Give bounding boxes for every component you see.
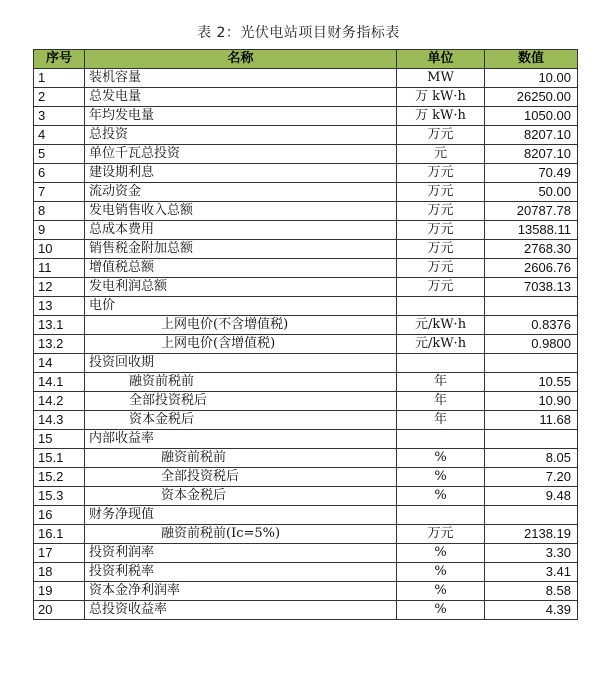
row-name-cell: 财务净现值	[85, 506, 397, 525]
header-unit: 单位	[397, 50, 485, 69]
row-name-cell: 增值税总额	[85, 259, 397, 278]
row-value-cell: 0.9800	[485, 335, 578, 354]
row-name-cell: 电价	[85, 297, 397, 316]
row-seq-cell: 9	[34, 221, 85, 240]
table-row	[34, 278, 578, 297]
table-row	[34, 297, 578, 316]
row-seq-cell: 20	[34, 601, 85, 620]
row-unit-cell: 万元	[397, 164, 485, 183]
row-name-cell: 资本金税后	[85, 487, 397, 506]
row-seq-cell: 17	[34, 544, 85, 563]
row-value-cell: 7038.13	[485, 278, 578, 297]
row-value-cell: 10.90	[485, 392, 578, 411]
row-seq-cell: 1	[34, 69, 85, 88]
row-name-cell: 全部投资税后	[85, 392, 397, 411]
row-value-cell: 3.30	[485, 544, 578, 563]
table-row	[34, 411, 578, 430]
table-row	[34, 259, 578, 278]
row-name-cell: 年均发电量	[85, 107, 397, 126]
row-unit-cell: 年	[397, 392, 485, 411]
row-unit-cell: 万元	[397, 183, 485, 202]
table-title: 表 2：光伏电站项目财务指标表	[197, 25, 400, 41]
row-seq-cell: 10	[34, 240, 85, 259]
row-unit-cell: 年	[397, 411, 485, 430]
row-unit-cell: 元/kW·h	[397, 316, 485, 335]
row-value-cell	[485, 297, 578, 316]
row-seq-cell: 15.2	[34, 468, 85, 487]
row-unit-cell: 万元	[397, 259, 485, 278]
row-seq-cell: 12	[34, 278, 85, 297]
row-seq-cell: 6	[34, 164, 85, 183]
row-name-cell: 装机容量	[85, 69, 397, 88]
row-value-cell: 20787.78	[485, 202, 578, 221]
table-row	[34, 449, 578, 468]
row-value-cell: 9.48	[485, 487, 578, 506]
row-value-cell: 8.05	[485, 449, 578, 468]
table-row	[34, 544, 578, 563]
row-value-cell	[485, 506, 578, 525]
row-seq-cell: 2	[34, 88, 85, 107]
row-unit-cell: 万元	[397, 240, 485, 259]
row-name-cell: 总投资	[85, 126, 397, 145]
row-unit-cell: %	[397, 487, 485, 506]
row-unit-cell: %	[397, 544, 485, 563]
row-name-cell: 投资回收期	[85, 354, 397, 373]
table-row	[34, 487, 578, 506]
row-name-cell: 总投资收益率	[85, 601, 397, 620]
table-body	[34, 69, 578, 620]
row-name-cell: 发电销售收入总额	[85, 202, 397, 221]
row-name-cell: 上网电价(含增值税)	[85, 335, 397, 354]
table-row	[34, 373, 578, 392]
row-name-cell: 投资利税率	[85, 563, 397, 582]
row-value-cell: 4.39	[485, 601, 578, 620]
row-unit-cell: %	[397, 449, 485, 468]
row-name-cell: 上网电价(不含增值税)	[85, 316, 397, 335]
row-name-cell: 投资利润率	[85, 544, 397, 563]
table-row	[34, 563, 578, 582]
financial-indicators-table	[33, 49, 578, 620]
row-value-cell: 11.68	[485, 411, 578, 430]
row-seq-cell: 8	[34, 202, 85, 221]
row-unit-cell: MW	[397, 69, 485, 88]
row-unit-cell: 元/kW·h	[397, 335, 485, 354]
row-seq-cell: 19	[34, 582, 85, 601]
row-value-cell: 0.8376	[485, 316, 578, 335]
row-seq-cell: 13.2	[34, 335, 85, 354]
row-seq-cell: 4	[34, 126, 85, 145]
table-row	[34, 202, 578, 221]
row-value-cell: 2138.19	[485, 525, 578, 544]
row-value-cell: 8207.10	[485, 126, 578, 145]
row-unit-cell	[397, 506, 485, 525]
row-name-cell: 内部收益率	[85, 430, 397, 449]
row-value-cell: 70.49	[485, 164, 578, 183]
table-row	[34, 221, 578, 240]
row-unit-cell: %	[397, 601, 485, 620]
row-value-cell: 3.41	[485, 563, 578, 582]
table-row	[34, 183, 578, 202]
table-row	[34, 88, 578, 107]
row-seq-cell: 5	[34, 145, 85, 164]
table-row	[34, 354, 578, 373]
row-unit-cell: 元	[397, 145, 485, 164]
row-unit-cell: 万 kW·h	[397, 88, 485, 107]
row-seq-cell: 15	[34, 430, 85, 449]
table-row	[34, 601, 578, 620]
row-name-cell: 融资前税前(Ic=5%)	[85, 525, 397, 544]
row-seq-cell: 13.1	[34, 316, 85, 335]
header-value: 数值	[485, 50, 578, 69]
row-name-cell: 建设期利息	[85, 164, 397, 183]
table-row	[34, 430, 578, 449]
row-seq-cell: 13	[34, 297, 85, 316]
row-seq-cell: 3	[34, 107, 85, 126]
row-name-cell: 单位千瓦总投资	[85, 145, 397, 164]
row-name-cell: 全部投资税后	[85, 468, 397, 487]
table-row	[34, 240, 578, 259]
table-row	[34, 506, 578, 525]
row-value-cell: 50.00	[485, 183, 578, 202]
table-row	[34, 145, 578, 164]
header-seq: 序号	[34, 50, 85, 69]
row-seq-cell: 14.1	[34, 373, 85, 392]
row-seq-cell: 16.1	[34, 525, 85, 544]
row-unit-cell: 万元	[397, 126, 485, 145]
row-unit-cell: %	[397, 563, 485, 582]
row-name-cell: 资本金税后	[85, 411, 397, 430]
row-unit-cell	[397, 297, 485, 316]
header-name: 名称	[85, 50, 397, 69]
row-seq-cell: 15.1	[34, 449, 85, 468]
row-value-cell: 2606.76	[485, 259, 578, 278]
row-name-cell: 总成本费用	[85, 221, 397, 240]
row-seq-cell: 11	[34, 259, 85, 278]
row-value-cell: 10.00	[485, 69, 578, 88]
row-value-cell: 10.55	[485, 373, 578, 392]
row-unit-cell: 万 kW·h	[397, 107, 485, 126]
row-unit-cell: %	[397, 582, 485, 601]
table-row	[34, 316, 578, 335]
row-unit-cell: 万元	[397, 202, 485, 221]
row-value-cell	[485, 354, 578, 373]
row-unit-cell	[397, 354, 485, 373]
row-value-cell: 8207.10	[485, 145, 578, 164]
table-row	[34, 468, 578, 487]
row-name-cell: 融资前税前	[85, 449, 397, 468]
row-unit-cell: %	[397, 468, 485, 487]
row-name-cell: 总发电量	[85, 88, 397, 107]
row-unit-cell: 万元	[397, 525, 485, 544]
row-value-cell: 26250.00	[485, 88, 578, 107]
row-seq-cell: 7	[34, 183, 85, 202]
row-unit-cell	[397, 430, 485, 449]
row-value-cell: 7.20	[485, 468, 578, 487]
row-value-cell: 8.58	[485, 582, 578, 601]
row-unit-cell: 万元	[397, 278, 485, 297]
row-value-cell	[485, 430, 578, 449]
row-name-cell: 资本金净利润率	[85, 582, 397, 601]
row-name-cell: 融资前税前	[85, 373, 397, 392]
row-seq-cell: 14.3	[34, 411, 85, 430]
row-seq-cell: 14	[34, 354, 85, 373]
row-seq-cell: 18	[34, 563, 85, 582]
row-name-cell: 销售税金附加总额	[85, 240, 397, 259]
table-row	[34, 69, 578, 88]
row-seq-cell: 15.3	[34, 487, 85, 506]
row-name-cell: 发电利润总额	[85, 278, 397, 297]
row-name-cell: 流动资金	[85, 183, 397, 202]
table-row	[34, 582, 578, 601]
table-row	[34, 107, 578, 126]
row-seq-cell: 14.2	[34, 392, 85, 411]
row-unit-cell: 年	[397, 373, 485, 392]
row-unit-cell: 万元	[397, 221, 485, 240]
row-value-cell: 2768.30	[485, 240, 578, 259]
row-value-cell: 13588.11	[485, 221, 578, 240]
table-row	[34, 392, 578, 411]
table-header-row	[34, 50, 578, 69]
table-row	[34, 335, 578, 354]
table-row	[34, 164, 578, 183]
row-value-cell: 1050.00	[485, 107, 578, 126]
table-row	[34, 525, 578, 544]
row-seq-cell: 16	[34, 506, 85, 525]
table-row	[34, 126, 578, 145]
